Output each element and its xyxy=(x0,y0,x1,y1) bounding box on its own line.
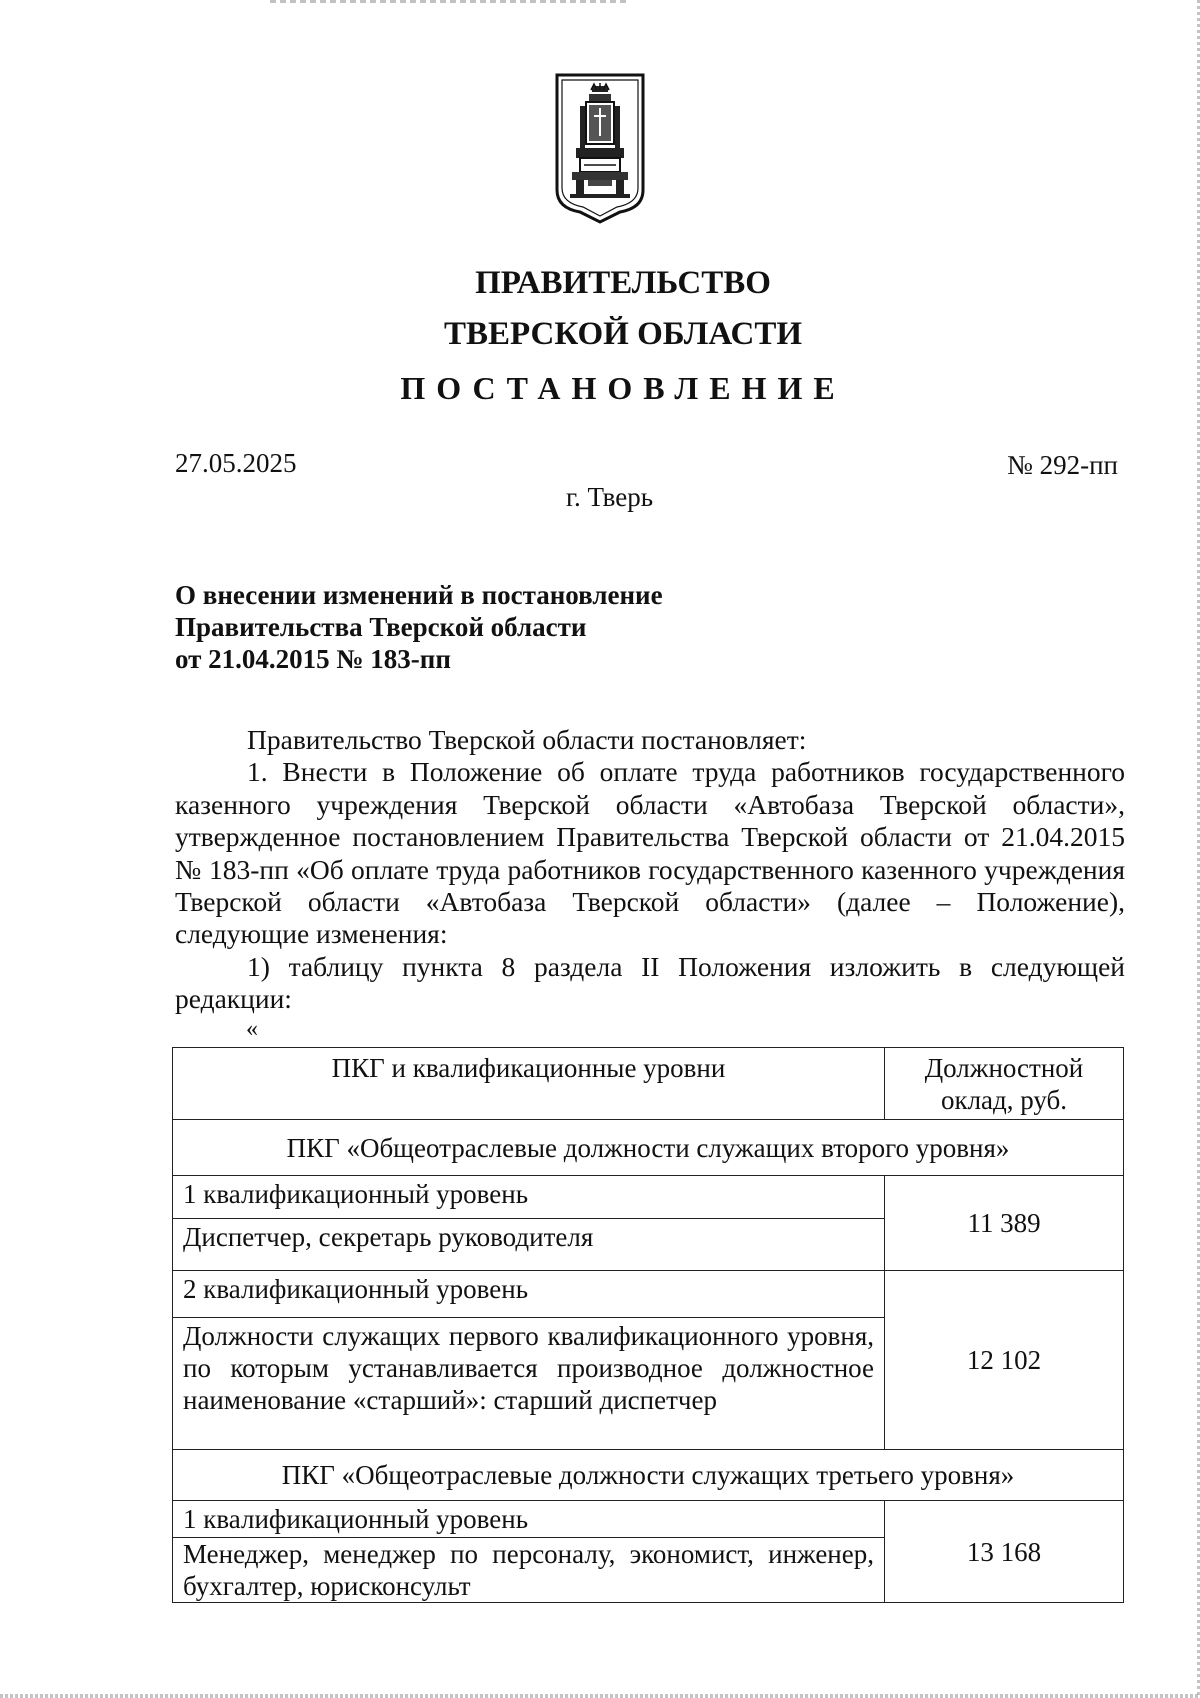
table-header-right: Должностной оклад, руб. xyxy=(885,1048,1124,1120)
document-body xyxy=(175,724,1125,1016)
qualification-level: 1 квалификационный уровень xyxy=(173,1176,885,1219)
salary-value: 13 168 xyxy=(885,1501,1124,1603)
positions-list: Должности служащих первого квалификационного уровня, по которым устанавливается производное должностное наименование «старший»: старший диспетчер xyxy=(173,1318,885,1450)
organization-name-line2: ТВЕРСКОЙ ОБЛАСТИ xyxy=(443,316,803,352)
salary-value: 11 389 xyxy=(885,1176,1124,1271)
body-item-1: 1. Внести в Положение об оплате труда работников государственного казенного учреждения Тверской области «Автобаза Тверской области», утвержденное постановлением Правительства Тверской области от 21.04.2015 № 183-пп «Об оплате труда работников государственного казенного учреждения Тверской области «Автобаза Тверской области» (далее – Положение), следующие изменения: xyxy=(175,756,1125,950)
salary-value: 12 102 xyxy=(885,1271,1124,1450)
table-row xyxy=(173,1176,1124,1219)
qualification-level: 1 квалификационный уровень xyxy=(173,1501,885,1538)
positions-list: Менеджер, менеджер по персоналу, экономист, инженер, бухгалтер, юрисконсульт xyxy=(173,1538,885,1603)
table-header-left: ПКГ и квалификационные уровни xyxy=(173,1048,885,1120)
organization-name-line1: ПРАВИТЕЛЬСТВО xyxy=(475,265,771,301)
table-group-row xyxy=(173,1450,1124,1501)
document-number: № 292-пп xyxy=(1007,450,1118,480)
table-group-row xyxy=(173,1120,1124,1176)
table-header-row xyxy=(173,1048,1124,1120)
subject-line1: О внесении изменений в постановление xyxy=(175,580,663,610)
group-title: ПКГ «Общеотраслевые должности служащих второго уровня» xyxy=(173,1120,1124,1176)
table-row xyxy=(173,1501,1124,1538)
body-item-1-1: 1) таблицу пункта 8 раздела II Положения изложить в следующей редакции: xyxy=(175,950,1125,1015)
document-subject xyxy=(175,579,875,675)
quote-open-mark: « xyxy=(246,1016,258,1042)
document-date: 27.05.2025 xyxy=(175,448,297,478)
table-row xyxy=(173,1271,1124,1318)
subject-line2: Правительства Тверской области xyxy=(175,612,587,642)
subject-line3: от 21.04.2015 № 183-пп xyxy=(175,644,451,674)
positions-list: Диспетчер, секретарь руководителя xyxy=(173,1219,885,1271)
document-city: г. Тверь xyxy=(565,482,654,512)
document-type: ПОСТАНОВЛЕНИЕ xyxy=(400,370,846,406)
scan-artifact-bottom xyxy=(0,1694,1200,1698)
body-intro: Правительство Тверской области постановляет: xyxy=(247,724,807,755)
salary-table xyxy=(172,1047,1124,1603)
scan-artifact-top xyxy=(270,0,630,3)
organization-name xyxy=(0,258,1200,360)
group-title: ПКГ «Общеотраслевые должности служащих третьего уровня» xyxy=(173,1450,1124,1501)
tver-coat-of-arms-icon xyxy=(554,72,646,224)
qualification-level: 2 квалификационный уровень xyxy=(173,1271,885,1318)
